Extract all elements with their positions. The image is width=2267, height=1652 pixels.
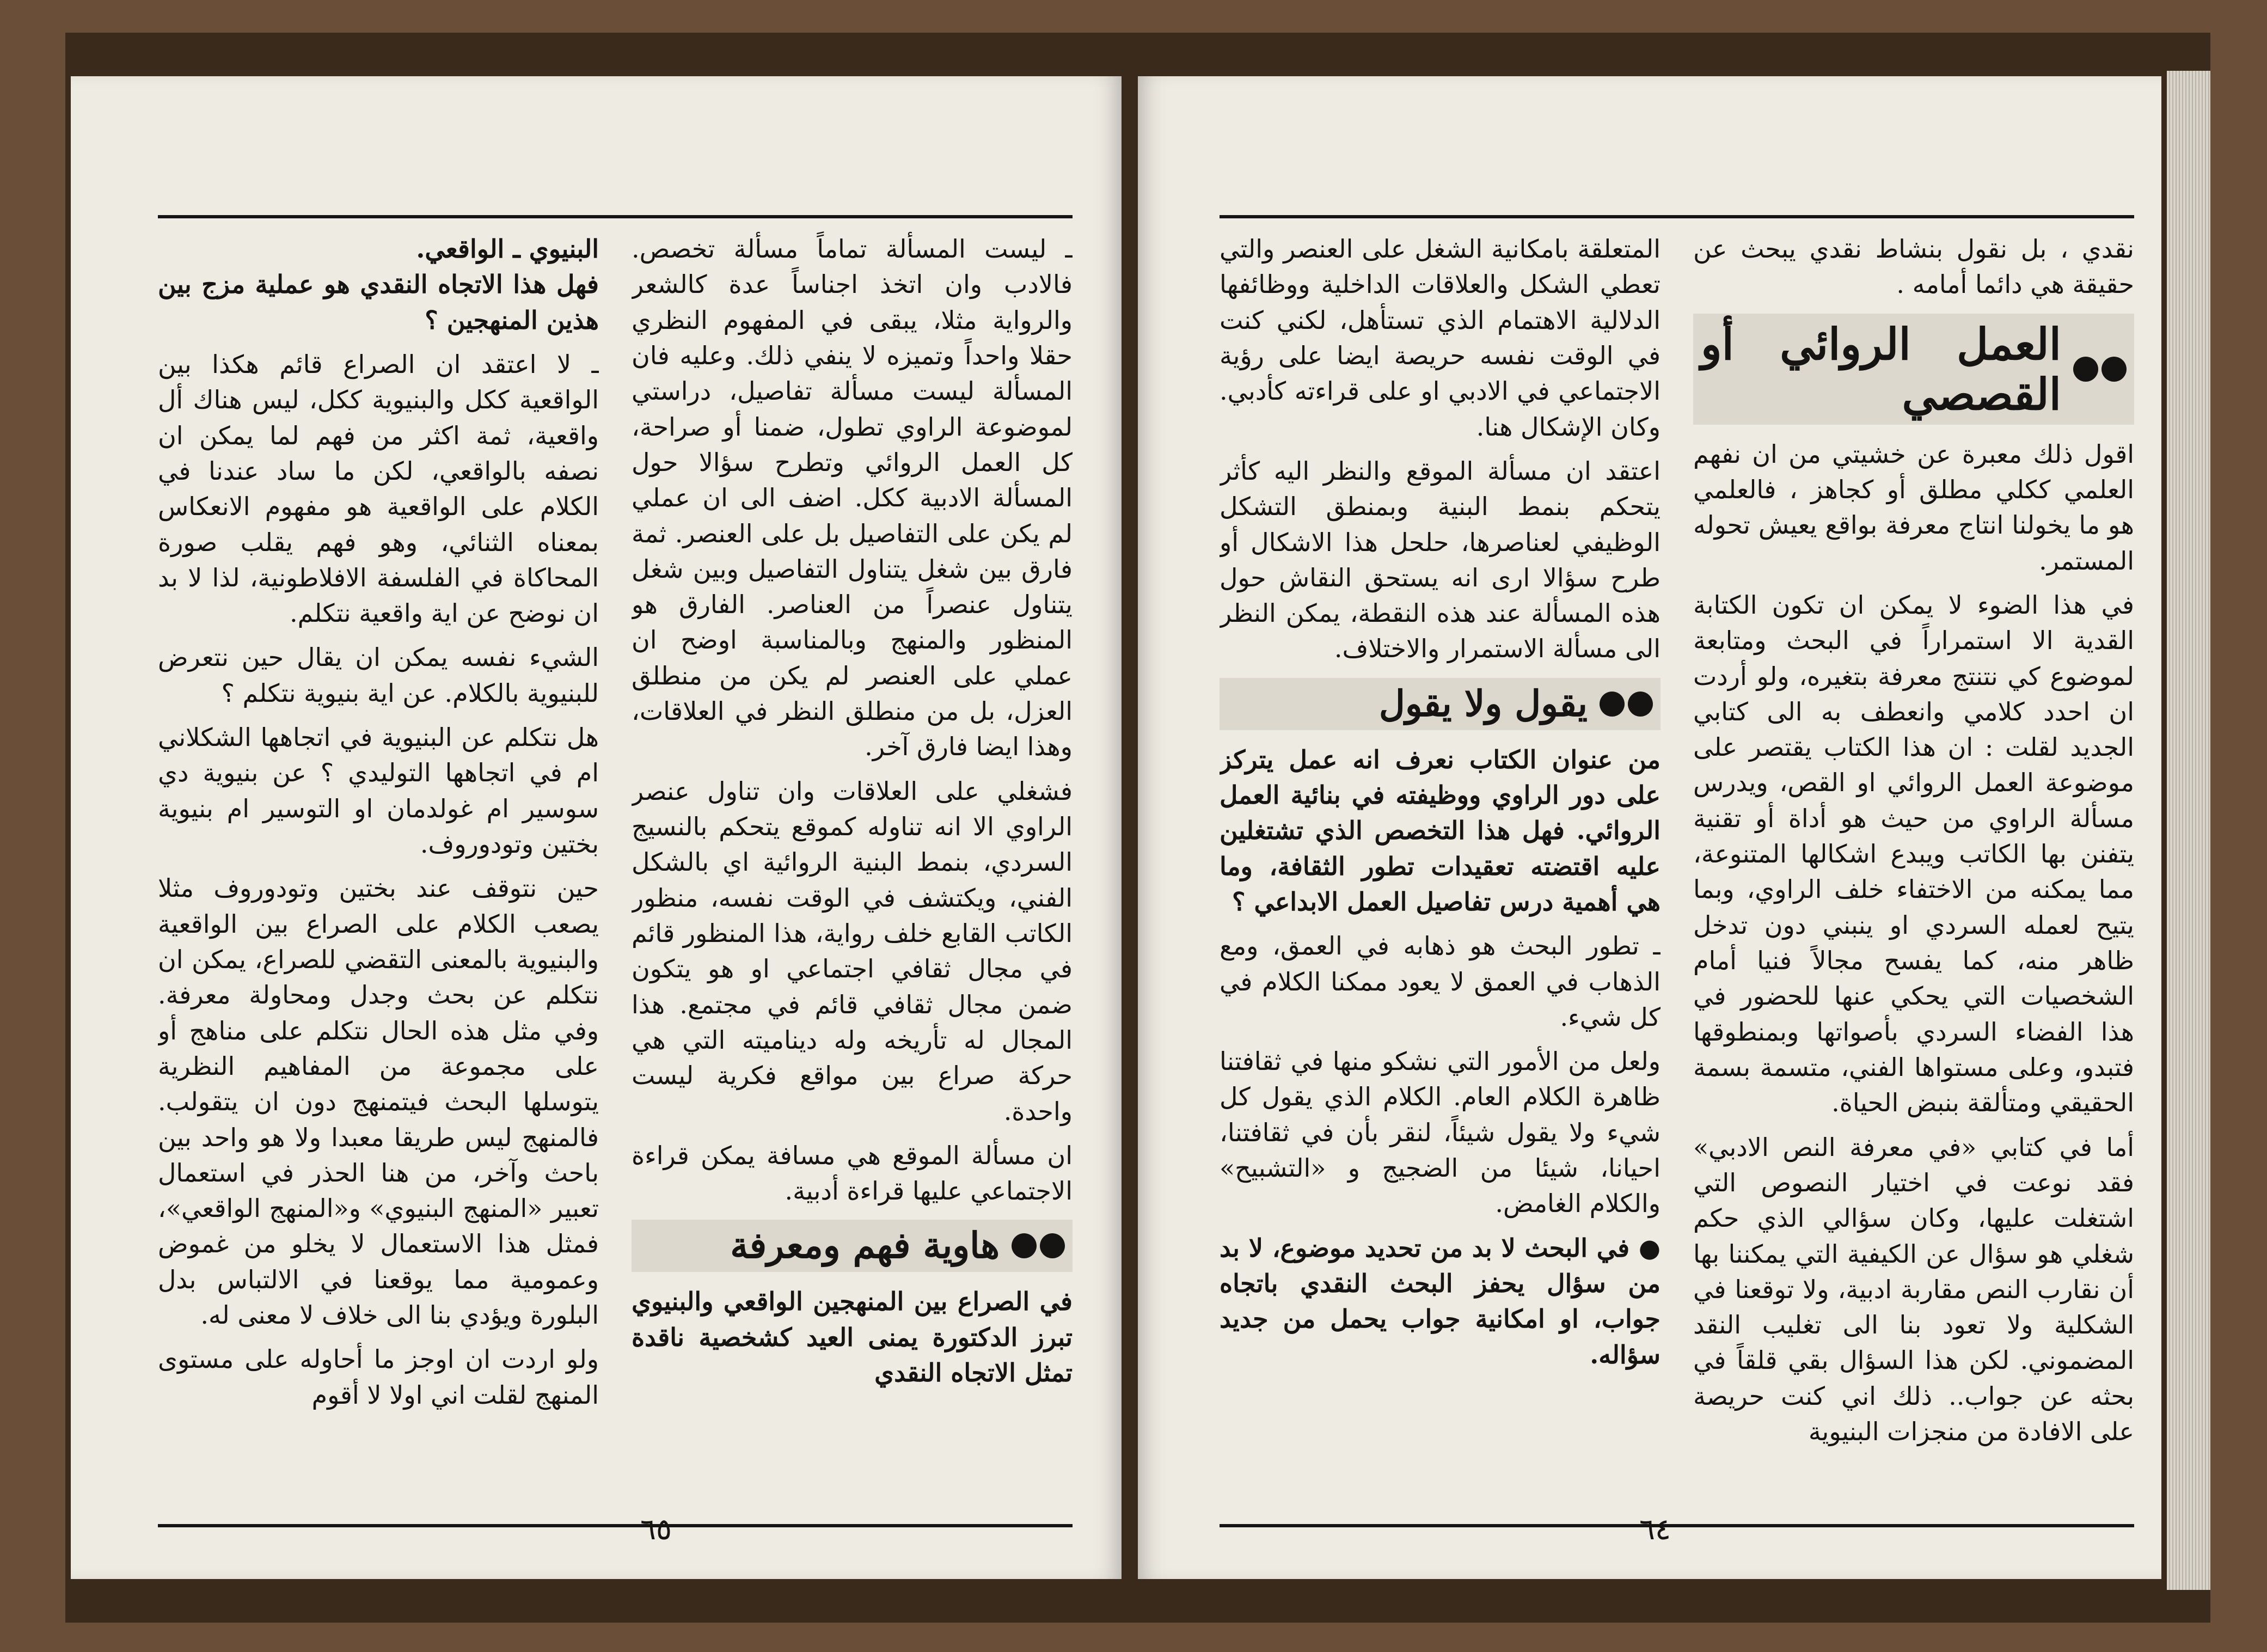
paragraph: هل نتكلم عن البنيوية في اتجاهها الشكلاني ام في اتجاهها التوليدي ؟ عن بنيوية دي سوسير ام غولدمان او التوسير ام بنيوية بختين وتودوروف. [158, 723, 599, 859]
paragraph: ـ ليست المسألة تماماً مسألة تخصص. فالادب وان اتخذ اجناساً عدة كالشعر والرواية مثلا، يبقى في المفهوم النظري حقلا واحداً وتميزه لا ينفي ذلك. وعليه فان المسألة ليست مسألة تفاصيل، دراستي لموضوعة الراوي تطول، ضمنا أو صراحة، كل العمل الروائي وتطرح سؤالا حول المسألة الادبية ككل. اضف الى ان عملي لم يكن على التفاصيل بل على العنصر. ثمة فارق بين شغل يتناول التفاصيل وبين شغل يتناول عنصراً من العناصر. الفارق هو المنظور والمنهج وبالمناسبة اوضح ان عملي على العنصر لم يكن من منطلق العزل، بل من منطلق النظر في العلاقات، وهذا ايضا فارق آخر. [632, 234, 1073, 762]
double-dot-bullet-icon [1600, 692, 1653, 717]
paragraph: اعتقد ان مسألة الموقع والنظر اليه كأثر يتحكم بنمط البنية وبمنطق التشكل الوظيفي لعناصرها، حلحل هذا الاشكال أو طرح سؤالا ارى انه يستحق النقاش حول هذه المسألة عند هذه النقطة، يمكن النظر الى مسألة الاستمرار والاختلاف. [1220, 456, 1661, 664]
interview-question: ● في البحث لا بد من تحديد موضوع، لا بد من سؤال يحفز البحث النقدي باتجاه جواب، او امكانية جواب يحمل من جديد سؤاله. [1220, 1233, 1661, 1369]
right-page-text-block [1220, 215, 2134, 1527]
paragraph: حين نتوقف عند بختين وتودوروف مثلا يصعب الكلام على الصراع بين الواقعية والبنيوية بالمعنى التقضي للصراع، يمكن ان نتكلم عن بحث وجدل ومحاولة معرفة. وفي مثل هذه الحال نتكلم على مناهج أو على مجموعة من المفاهيم النظرية يتوسلها البحث فيتمنهج دون ان يتقولب. فالمنهج ليس طريقا معبدا ولا هو واحد بين باحث وآخر، من هنا الحذر في استعمال تعبير «المنهج البنيوي» و«المنهج الواقعي»، فمثل هذا الاستعمال لا يخلو من غموض وعمومية مما يوقعنا في الالتباس بدل البلورة ويؤدي بنا الى خلاف لا معنى له. [158, 873, 599, 1330]
right-page [1138, 76, 2161, 1579]
paragraph: في هذا الضوء لا يمكن ان تكون الكتابة القدية الا استمراراً في البحث ومتابعة لموضوع كي نتنتج معرفة بتغيره، ولو أردت ان احدد كلامي وانعطف به الى كتابي الجديد لقلت : ان هذا الكتاب يقتصر على موضوعة العمل الروائي او القص، ويدرس مسألة الراوي من حيث هو أداة أو تقنية يتفنن بها الكاتب ويبدع اشكالها المتنوعة، مما يمكنه من الاختفاء خلف الراوي، وبما يتيح لعمله السردي او ينبني دون تدخل ظاهر منه، كما يفسح مجالاً فنيا أمام الشخصيات التي يحكي عنها للحضور في هذا الفضاء السردي بأصواتها وبمنطوقها فتبدو، وعلى مستواها الفني، متسمة بسمة الحقيقي ومتألقة بنبض الحياة. [1693, 590, 2134, 1118]
paragraph: نقدي ، بل نقول بنشاط نقدي يبحث عن حقيقة هي دائما أمامه . [1693, 234, 2134, 299]
paragraph: ان مسألة الموقع هي مسافة يمكن قراءة الاجتماعي عليها قراءة أدبية. [632, 1140, 1073, 1206]
paragraph: ـ لا اعتقد ان الصراع قائم هكذا بين الواقعية ككل والبنيوية ككل، ليس هناك أل واقعية، ثمة اكثر من فهم لما يمكن ان نصفه بالواقعي، لكن ما ساد عندنا في الكلام على الواقعية هو مفهوم الانعكاس بمعناه الثنائي، وهو فهم يقلب صورة المحاكاة في الفلسفة الافلاطونية، لذا لا بد ان نوضح عن اية واقعية نتكلم. [158, 349, 599, 628]
book-page-edges [2167, 71, 2210, 1590]
paragraph: المتعلقة بامكانية الشغل على العنصر والتي تعطي الشكل والعلاقات الداخلية ووظائفها الدلالية الاهتمام الذي تستأهل، لكني كنت في الوقت نفسه حريصة ايضا على رؤية الاجتماعي في الادبي او على قراءته كأدبي. وكان الإشكال هنا. [1220, 234, 1661, 442]
left-page-text-block [158, 215, 1073, 1527]
section-heading-title: يقول ولا يقول [1378, 682, 1588, 725]
double-dot-bullet-icon [2073, 357, 2127, 382]
paragraph: ـ تطور البحث هو ذهابه في العمق، ومع الذهاب في العمق لا يعود ممكنا الكلام في كل شيء. [1220, 931, 1661, 1032]
section-heading-title: العمل الروائي أو القصصي [1701, 318, 2061, 420]
paragraph: فشغلي على العلاقات وان تناول عنصر الراوي الا انه تناوله كموقع يتحكم بالنسيج السردي، بنمط البنية الروائية اي بالشكل الفني، ويكتشف في الوقت نفسه، منظور الكاتب القابع خلف رواية، هذا المنظور قائم في مجال ثقافي اجتماعي او هو يتكون ضمن مجال ثقافي قائم في مجتمع. هذا المجال له تأريخه وله ديناميته التي هي حركة صراع بين مواقع فكرية ليست واحدة. [632, 776, 1073, 1126]
continued-heading: البنيوي ـ الواقعي. [416, 234, 599, 264]
paragraph: اقول ذلك معبرة عن خشيتي من ان نفهم العلمي ككلي مطلق أو كجاهز ، فالعلمي هو ما يخولنا انتاج معرفة بواقع يعيش تحوله المستمر. [1693, 439, 2134, 576]
page-number: ٦٤ [1639, 1512, 1671, 1546]
left-page-right-column [632, 231, 1073, 1513]
page-number: ٦٥ [640, 1512, 672, 1546]
right-page-right-column [1693, 231, 2134, 1513]
paragraph: أما في كتابي «في معرفة النص الادبي» فقد نوعت في اختيار النصوص التي اشتغلت عليها، وكان سؤالي الذي حكم شغلي هو سؤال عن الكيفية التي يمكننا بها أن نقارب النص مقاربة ادبية، ولا توقعنا في الشكلية ولا تعود بنا الى تغليب النقد المضموني. لكن هذا السؤال بقي قلقاً في بحثه عن جواب.. ذلك اني كنت حريصة على الافادة من منجزات البنيوية [1693, 1132, 2134, 1447]
double-dot-bullet-icon [1012, 1233, 1065, 1258]
paragraph: ولو اردت ان اوجز ما أحاوله على مستوى المنهج لقلت اني اولا لا أقوم [158, 1344, 599, 1410]
paragraph: الشيء نفسه يمكن ان يقال حين نتعرض للبنيوية بالكلام. عن اية بنيوية نتكلم ؟ [158, 643, 599, 708]
section-heading [632, 1220, 1073, 1272]
section-heading-title: هاوية فهم ومعرفة [730, 1224, 1000, 1267]
open-book-spread [65, 33, 2210, 1623]
interview-question: من عنوان الكتاب نعرف انه عمل يتركز على دور الراوي ووظيفته في بنائية العمل الروائي. فهل هذا التخصص الذي تشتغلين عليه اقتضته تعقيدات تطور الثقافة، وما هي أهمية درس تفاصيل العمل الابداعي ؟ [1220, 744, 1661, 916]
interview-question: فهل هذا الاتجاه النقدي هو عملية مزج بين هذين المنهجين ؟ [158, 270, 599, 335]
section-heading [1220, 678, 1661, 730]
interview-question: في الصراع بين المنهجين الواقعي والبنيوي تبرز الدكتورة يمنى العيد كشخصية ناقدة تمثل الاتجاه النقدي [632, 1287, 1073, 1387]
left-page [71, 76, 1122, 1579]
section-heading [1693, 314, 2134, 425]
right-page-left-column [1220, 231, 1661, 1513]
left-page-left-column [158, 231, 599, 1513]
paragraph: ولعل من الأمور التي نشكو منها في ثقافتنا ظاهرة الكلام العام. الكلام الذي يقول كل شيء ولا يقول شيئاً، لنقر بأن في ثقافتنا، احيانا، شيئا من الضجيج و «التشبيح» والكلام الغامض. [1220, 1047, 1661, 1219]
